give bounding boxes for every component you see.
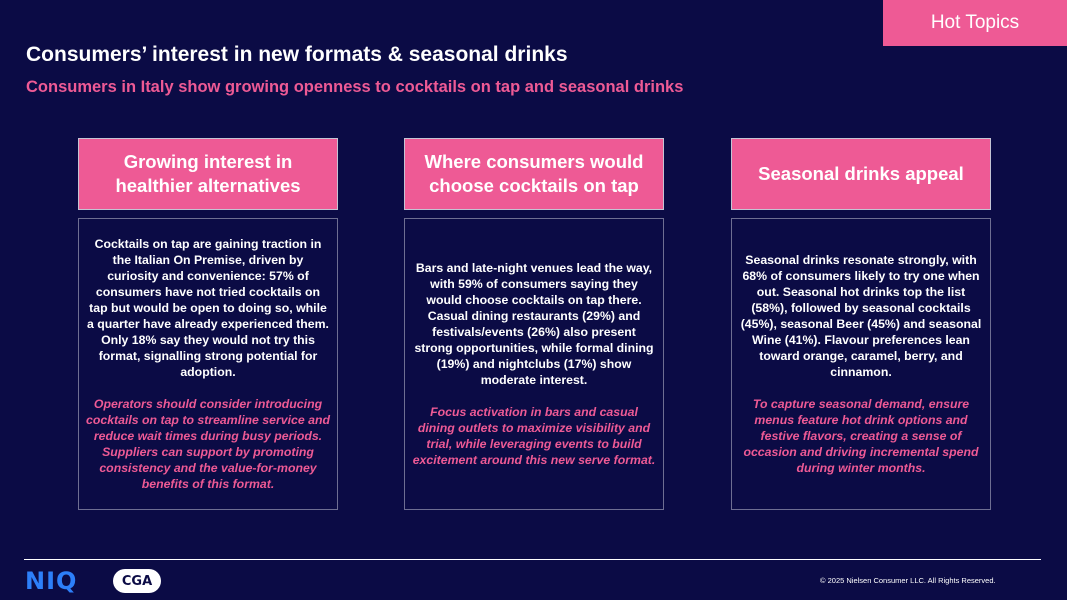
card-heading-seasonal-drinks: Seasonal drinks appeal [731,138,991,210]
cga-logo: CGA [113,569,161,593]
card-recommendation: To capture seasonal demand, ensure menus feature hot drink options and festive flavors, creating a sense of occasion and driving incremental spend during winter months. [743,397,979,475]
card-text: Cocktails on tap are gaining traction in the Italian On Premise, driven by curiosity and convenience: 57% of consumers have not tried cocktails on tap but would be open to doing so, while a quarter have already experienced them. Only 18% say they would not try this format, signalling strong potential for adoption. [87,237,329,379]
footer-divider [24,559,1041,560]
niq-logo: NIQ [25,567,78,595]
card-text: Seasonal drinks resonate strongly, with 68% of consumers likely to try one when out. Seasonal hot drinks top the list (58%), followed by seasonal cocktails (45%), seasonal Beer (45%) and seasonal Wine (41%). Flavour preferences lean toward orange, caramel, berry, and cinnamon. [740,253,982,379]
copyright-notice: © 2025 Nielsen Consumer LLC. All Rights Reserved. [820,576,996,585]
page-subtitle: Consumers in Italy show growing openness to cocktails on tap and seasonal drinks [26,78,684,96]
card-body-healthier-alternatives [78,218,338,510]
hot-topics-tag: Hot Topics [883,0,1067,46]
card-heading-cocktails-on-tap: Where consumers would choose cocktails on tap [404,138,664,210]
card-body-cocktails-on-tap [404,218,664,510]
card-body-seasonal-drinks [731,218,991,510]
card-recommendation: Focus activation in bars and casual dining outlets to maximize visibility and trial, while leveraging events to build excitement around this new serve format. [412,405,656,467]
page-title: Consumers’ interest in new formats & seasonal drinks [26,43,568,66]
card-heading-healthier-alternatives: Growing interest in healthier alternatives [78,138,338,210]
card-recommendation: Operators should consider introducing cocktails on tap to streamline service and reduce wait times during busy periods. Suppliers can support by promoting consistency and the value-for-money benefits of this format. [86,397,330,491]
card-text: Bars and late-night venues lead the way, with 59% of consumers saying they would choose cocktails on tap there. Casual dining restaurants (29%) and festivals/events (26%) also present strong opportunities, while formal dining (19%) and nightclubs (17%) show moderate interest. [414,261,654,387]
